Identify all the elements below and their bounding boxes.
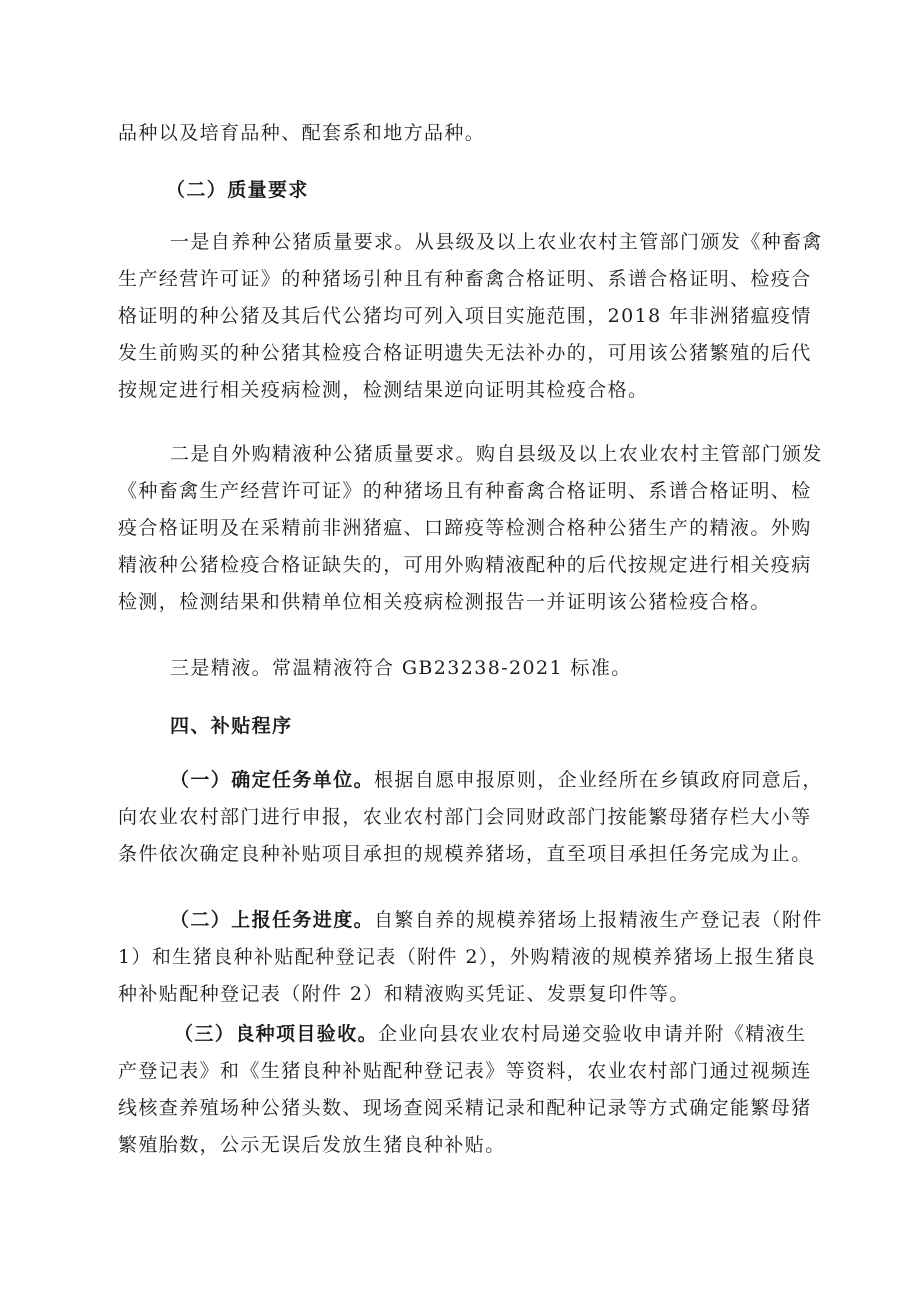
paragraph-intro — [118, 115, 485, 152]
text-line: 1）和生猪良种补贴配种登记表（附件 2），外购精液的规模养猪场上报生猪良 — [118, 946, 817, 968]
text-line — [118, 902, 823, 939]
text-line: 条件依次确定良种补贴项目承担的规模养猪场，直至项目承担任务完成为止。 — [118, 843, 812, 865]
text-line: 发生前购买的种公猪其检疫合格证明遗失无法补办的，可用该公猪繁殖的后代 — [118, 342, 812, 364]
step-heading: （一）确定任务单位。 — [170, 769, 375, 791]
text-line: 《种畜禽生产经营许可证》的种猪场且有种畜禽合格证明、系谱合格证明、检 — [118, 480, 812, 502]
text-line — [118, 1016, 812, 1053]
paragraph-self-bred-boar — [118, 224, 823, 409]
heading-text: （二）质量要求 — [166, 179, 309, 201]
text-line: 生产经营许可证》的种猪场引种且有种畜禽合格证明、系谱合格证明、检疫合 — [118, 268, 812, 290]
paragraph-semen-standard — [170, 650, 632, 687]
text-line: 种补贴配种登记表（附件 2）和精液购买凭证、发票复印件等。 — [118, 983, 690, 1005]
text-line: 向农业农村部门进行申报，农业农村部门会同财政部门按能繁母猪存栏大小等 — [118, 806, 812, 828]
text-line: 按规定进行相关疫病检测，检测结果逆向证明其检疫合格。 — [118, 379, 649, 401]
text-line: 繁殖胎数，公示无误后发放生猪良种补贴。 — [118, 1134, 506, 1156]
step-text: 自繁自养的规模养猪场上报精液生产登记表（附件 — [374, 909, 823, 931]
text-line: 二是自外购精液种公猪质量要求。购自县级及以上农业农村主管部门颁发 — [170, 443, 823, 465]
paragraph-purchased-semen-boar — [118, 436, 823, 621]
heading-text: 四、补贴程序 — [170, 715, 293, 737]
text-line: 精液种公猪检疫合格证缺失的，可用外购精液配种的后代按规定进行相关疫病 — [118, 554, 812, 576]
paragraph-step-2 — [118, 902, 823, 1013]
step-text: 企业向县农业农村局递交验收申请并附《精液生 — [378, 1023, 807, 1045]
text-line: 检测，检测结果和供精单位相关疫病检测报告一并证明该公猪检疫合格。 — [118, 591, 771, 613]
text-line — [118, 762, 823, 799]
step-heading: （三）良种项目验收。 — [174, 1023, 379, 1045]
paragraph-step-3 — [118, 1016, 812, 1164]
text-line: 产登记表》和《生猪良种补贴配种登记表》等资料，农业农村部门通过视频连 — [118, 1060, 812, 1082]
text-line: 线核查养殖场种公猪头数、现场查阅采精记录和配种记录等方式确定能繁母猪 — [118, 1097, 812, 1119]
paragraph-step-1 — [118, 762, 823, 873]
text-line: 一是自养种公猪质量要求。从县级及以上农业农村主管部门颁发《种畜禽 — [170, 231, 823, 253]
text-line: 三是精液。常温精液符合 GB23238-2021 标准。 — [170, 657, 632, 679]
heading-section-4 — [170, 708, 292, 745]
step-heading: （二）上报任务进度。 — [170, 909, 375, 931]
text-line: 格证明的种公猪及其后代公猪均可列入项目实施范围，2018 年非洲猪瘟疫情 — [118, 305, 812, 327]
heading-quality-requirements — [166, 172, 309, 209]
step-text: 根据自愿申报原则，企业经所在乡镇政府同意后， — [374, 769, 823, 791]
text-line: 疫合格证明及在采精前非洲猪瘟、口蹄疫等检测合格种公猪生产的精液。外购 — [118, 517, 812, 539]
text-line: 品种以及培育品种、配套系和地方品种。 — [118, 122, 486, 144]
